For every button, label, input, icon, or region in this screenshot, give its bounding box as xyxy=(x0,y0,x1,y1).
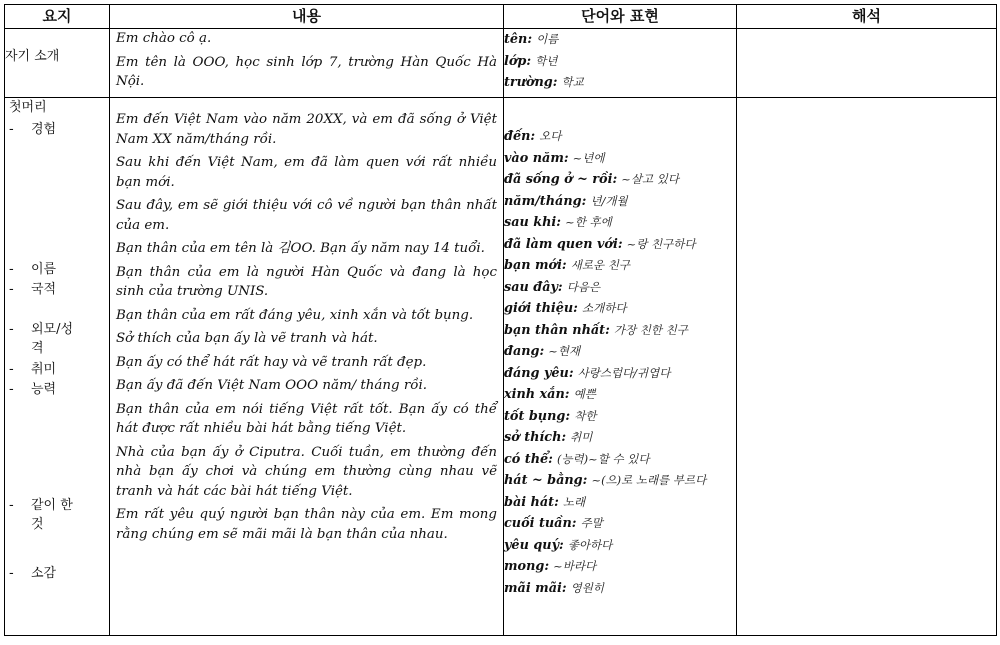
content-sentence: Bạn ấy có thể hát rất hay và vẽ tranh rất đẹp. xyxy=(116,354,427,370)
header-content: 내용 xyxy=(110,5,504,29)
content-sentence: Em đến Việt Nam vào năm 20XX, và em đã sống ở Việt Nam XX năm/tháng rồi. xyxy=(116,112,497,147)
vocab-entry xyxy=(504,449,736,471)
vocab-entry xyxy=(504,51,736,73)
content-sentence: Bạn ấy đã đến Việt Nam OOO năm/ tháng rồi. xyxy=(116,378,428,393)
vocab-word: đáng yêu: xyxy=(504,365,574,381)
subtopic-appearance-personality: - 외모/성격 xyxy=(9,322,74,356)
vocab-entry xyxy=(504,535,736,557)
vocab-word: sau khi: xyxy=(504,215,562,230)
subtopic-impression: - 소감 xyxy=(9,566,57,581)
header-row xyxy=(5,5,997,29)
vocab-meaning: ~랑 친구하다 xyxy=(626,236,696,251)
vocab-meaning: ~현재 xyxy=(548,344,581,358)
header-topic: 요지 xyxy=(5,5,110,29)
vocab-meaning: 예쁜 xyxy=(573,387,596,401)
worksheet xyxy=(4,4,996,640)
vocab-entry xyxy=(504,427,736,449)
vocab-meaning: 다음은 xyxy=(566,279,601,294)
intro-content-cell xyxy=(110,29,504,98)
vocab-word: bạn mới: xyxy=(504,258,567,273)
vocab-meaning: 소개하다 xyxy=(582,301,627,315)
body-row xyxy=(5,98,997,636)
subtopic-experience: - 경험 xyxy=(9,122,57,137)
subtopic-nationality: - 국적 xyxy=(9,282,57,297)
subtopic-things-done-together: - 같이 한 것 xyxy=(9,498,73,532)
body-vocab-cell xyxy=(504,98,737,636)
vocab-meaning: 학교 xyxy=(561,75,584,89)
content-sentence: Bạn thân của em nói tiếng Việt rất tốt. Bạn ấy có thể hát được rất nhiều bài hát bằng tiếng Việt. xyxy=(116,401,497,436)
vocab-word: tên: xyxy=(504,32,533,47)
vocab-meaning: 사랑스럽다/귀엽다 xyxy=(577,365,671,380)
content-sentence: Em rất yêu quý người bạn thân này của em. Em mong rằng chúng em sẽ mãi mãi là bạn thân của nhau. xyxy=(116,507,497,542)
vocab-word: hát ~ bằng: xyxy=(504,473,588,488)
subtopic-name: - 이름 xyxy=(9,262,57,277)
vocab-meaning: 년/개월 xyxy=(590,193,628,208)
vocab-word: đến: xyxy=(504,129,536,144)
vocab-entry xyxy=(504,578,736,600)
vocab-entry xyxy=(504,255,736,277)
intro-topic: 자기 소개 xyxy=(5,49,60,64)
vocab-word: đang: xyxy=(504,344,545,359)
vocab-entry xyxy=(504,492,736,514)
vocab-entry xyxy=(504,191,736,213)
vocab-word: mãi mãi: xyxy=(504,580,567,596)
body-translation-cell[interactable] xyxy=(737,98,997,636)
vocab-meaning: 노래 xyxy=(562,494,586,509)
header-translation: 해석 xyxy=(737,5,997,29)
worksheet-table xyxy=(4,4,997,636)
vocab-meaning: (능력)~할 수 있다 xyxy=(556,451,650,466)
vocab-entry xyxy=(504,234,736,256)
content-sentence: Bạn thân của em rất đáng yêu, xinh xắn và tốt bụng. xyxy=(116,307,474,323)
vocab-entry xyxy=(504,212,736,234)
vocab-meaning: 가장 친한 친구 xyxy=(613,322,688,337)
vocab-meaning: 착한 xyxy=(574,408,597,423)
vocab-entry xyxy=(504,384,736,406)
vocab-meaning: 이름 xyxy=(536,32,559,46)
vocab-meaning: 취미 xyxy=(570,430,593,444)
body-content-cell xyxy=(110,98,504,636)
vocab-entry xyxy=(504,298,736,320)
vocab-word: có thể: xyxy=(504,451,553,467)
vocab-entry xyxy=(504,148,736,170)
vocab-meaning: 좋아하다 xyxy=(567,537,613,552)
vocab-entry xyxy=(504,169,736,191)
content-sentence: Sau khi đến Việt Nam, em đã làm quen với rất nhiều bạn mới. xyxy=(116,155,497,190)
intro-vocab-cell xyxy=(504,29,737,98)
vocab-word: năm/tháng: xyxy=(504,193,587,209)
content-sentence: Bạn thân của em tên là 김OO. Bạn ấy năm nay 14 tuổi. xyxy=(116,241,485,256)
vocab-meaning: ~(으)로 노래를 부르다 xyxy=(591,473,707,487)
body-topic: 첫머리 xyxy=(9,100,47,115)
intro-topic-cell xyxy=(5,29,110,98)
vocab-entry xyxy=(504,277,736,299)
vocab-entry xyxy=(504,72,736,94)
vocab-entry xyxy=(504,29,736,51)
vocab-entry xyxy=(504,363,736,385)
content-sentence: Em chào cô ạ. xyxy=(116,31,212,46)
vocab-meaning: ~살고 있다 xyxy=(621,172,679,186)
vocab-word: xinh xắn: xyxy=(504,387,570,402)
vocab-meaning: ~한 후에 xyxy=(565,215,612,229)
content-sentence: Nhà của bạn ấy ở Ciputra. Cuối tuần, em thường đến nhà bạn ấy chơi và chúng em thường cùng nhau vẽ tranh và hát các bài hát tiếng Việt. xyxy=(116,444,497,499)
vocab-meaning: 주말 xyxy=(580,516,603,530)
vocab-entry xyxy=(504,320,736,342)
vocab-word: bạn thân nhất: xyxy=(504,322,610,338)
subtopic-hobby: - 취미 xyxy=(9,362,57,377)
intro-translation-cell[interactable] xyxy=(737,29,997,98)
vocab-meaning: 새로운 친구 xyxy=(570,258,630,272)
vocab-word: trường: xyxy=(504,75,558,90)
vocab-word: lớp: xyxy=(504,53,532,69)
vocab-word: tốt bụng: xyxy=(504,408,571,424)
vocab-entry xyxy=(504,513,736,535)
content-sentence: Sở thích của bạn ấy là vẽ tranh và hát. xyxy=(116,331,378,346)
vocab-word: đã sống ở ~ rồi: xyxy=(504,172,618,187)
content-sentence: Em tên là OOO, học sinh lớp 7, trường Hàn Quốc Hà Nội. xyxy=(116,54,497,89)
vocab-word: mong: xyxy=(504,559,550,574)
vocab-entry xyxy=(504,406,736,428)
vocab-entry xyxy=(504,556,736,578)
vocab-entry xyxy=(504,126,736,148)
vocab-word: sở thích: xyxy=(504,430,567,445)
content-sentence: Bạn thân của em là người Hàn Quốc và đang là học sinh của trường UNIS. xyxy=(116,264,497,299)
vocab-meaning: 학년 xyxy=(535,53,558,68)
vocab-word: đã làm quen với: xyxy=(504,236,623,252)
header-vocabulary: 단어와 표현 xyxy=(504,5,737,29)
vocab-entry xyxy=(504,470,736,492)
vocab-word: sau đây: xyxy=(504,279,563,295)
vocab-word: bài hát: xyxy=(504,494,559,510)
vocab-entry xyxy=(504,341,736,363)
content-sentence: Sau đây, em sẽ giới thiệu với cô về người bạn thân nhất của em. xyxy=(116,198,497,233)
vocab-word: cuối tuần: xyxy=(504,516,577,531)
vocab-meaning: 영원히 xyxy=(570,580,604,595)
vocab-meaning: ~년에 xyxy=(572,150,605,165)
body-topic-cell xyxy=(5,98,110,636)
vocab-meaning: ~바라다 xyxy=(553,559,597,573)
vocab-word: yêu quý: xyxy=(504,537,564,553)
intro-row xyxy=(5,29,997,98)
vocab-word: vào năm: xyxy=(504,150,569,166)
vocab-meaning: 오다 xyxy=(539,129,562,143)
vocab-word: giới thiệu: xyxy=(504,301,578,316)
subtopic-ability: - 능력 xyxy=(9,382,57,397)
